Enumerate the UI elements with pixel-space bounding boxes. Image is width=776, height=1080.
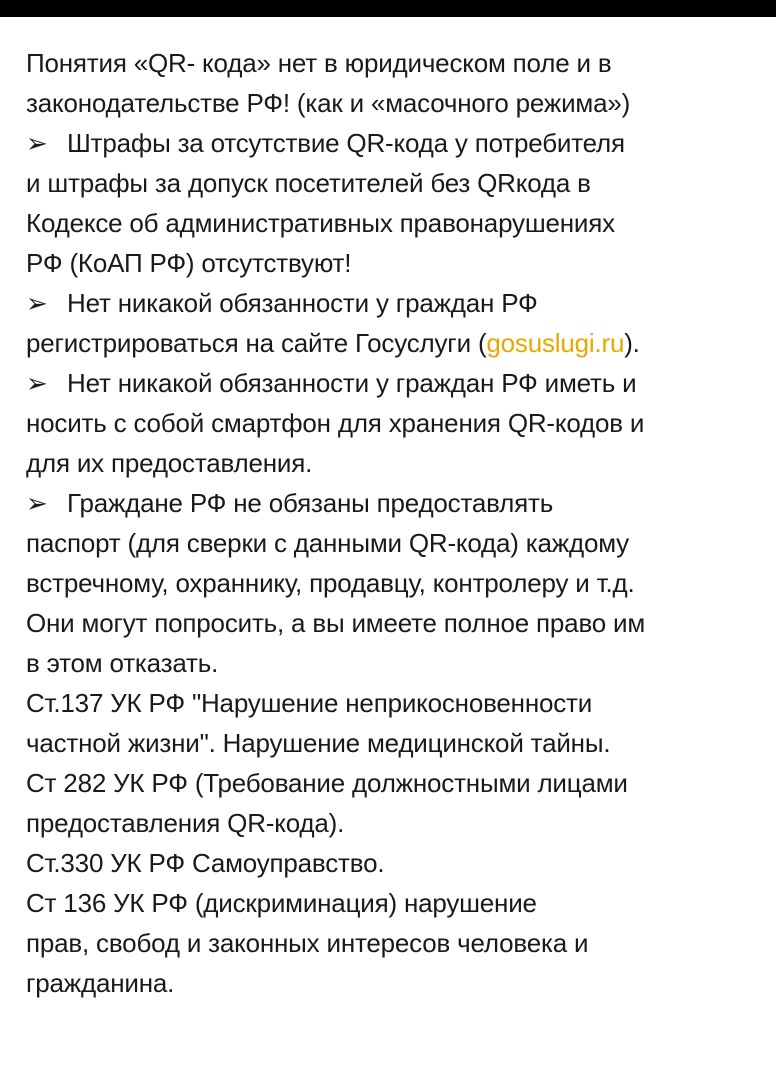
text-line: Ст.137 УК РФ "Нарушение неприкосновенности <box>26 688 593 718</box>
text-line: Кодексе об административных правонарушениях <box>26 208 615 238</box>
bullet-line <box>26 283 766 323</box>
message-card <box>0 17 776 1080</box>
bullet-text: Штрафы за отсутствие QR-кода у потребителя <box>60 128 625 158</box>
arrow-bullet-icon: ➢ <box>26 488 48 518</box>
text-line: Понятия «QR- кода» нет в юридическом поле и в <box>26 48 612 78</box>
bullet-line <box>26 123 766 163</box>
text-line: и штрафы за допуск посетителей без QRкода в <box>26 168 591 198</box>
arrow-bullet-icon: ➢ <box>26 128 48 158</box>
text-line: Ст 282 УК РФ (Требование должностными лицами <box>26 768 628 798</box>
arrow-bullet-icon: ➢ <box>26 288 48 318</box>
text-line <box>26 323 766 363</box>
text-line: для их предоставления. <box>26 448 313 478</box>
text-line: Ст 136 УК РФ (дискриминация) нарушение <box>26 888 537 918</box>
gosuslugi-link[interactable]: gosuslugi.ru <box>486 328 625 358</box>
bullet-text: Нет никакой обязанности у граждан РФ иметь и <box>60 368 637 398</box>
bullet-line <box>26 483 766 523</box>
text-line: носить с собой смартфон для хранения QR-кодов и <box>26 408 645 438</box>
bullet-text: Нет никакой обязанности у граждан РФ <box>60 288 538 318</box>
text-segment: ). <box>624 328 640 358</box>
text-line: предоставления QR-кода). <box>26 808 345 838</box>
text-line: частной жизни". Нарушение медицинской тайны. <box>26 728 611 758</box>
bullet-text: Граждане РФ не обязаны предоставлять <box>60 488 554 518</box>
text-line: прав, свобод и законных интересов человека и <box>26 928 589 958</box>
text-line: гражданина. <box>26 968 175 998</box>
top-frame-bar <box>0 0 776 17</box>
text-segment: регистрироваться на сайте Госуслуги ( <box>26 328 487 358</box>
message-text <box>26 43 766 1003</box>
arrow-bullet-icon: ➢ <box>26 368 48 398</box>
bullet-line <box>26 363 766 403</box>
text-line: Ст.330 УК РФ Самоуправство. <box>26 848 385 878</box>
text-line: встречному, охраннику, продавцу, контролеру и т.д. <box>26 568 635 598</box>
text-line: в этом отказать. <box>26 648 219 678</box>
text-line: законодательстве РФ! (как и «масочного режима») <box>26 88 631 118</box>
text-line: РФ (КоАП РФ) отсутствуют! <box>26 248 352 278</box>
text-line: паспорт (для сверки с данными QR-кода) каждому <box>26 528 629 558</box>
text-line: Они могут попросить, а вы имеете полное право им <box>26 608 646 638</box>
